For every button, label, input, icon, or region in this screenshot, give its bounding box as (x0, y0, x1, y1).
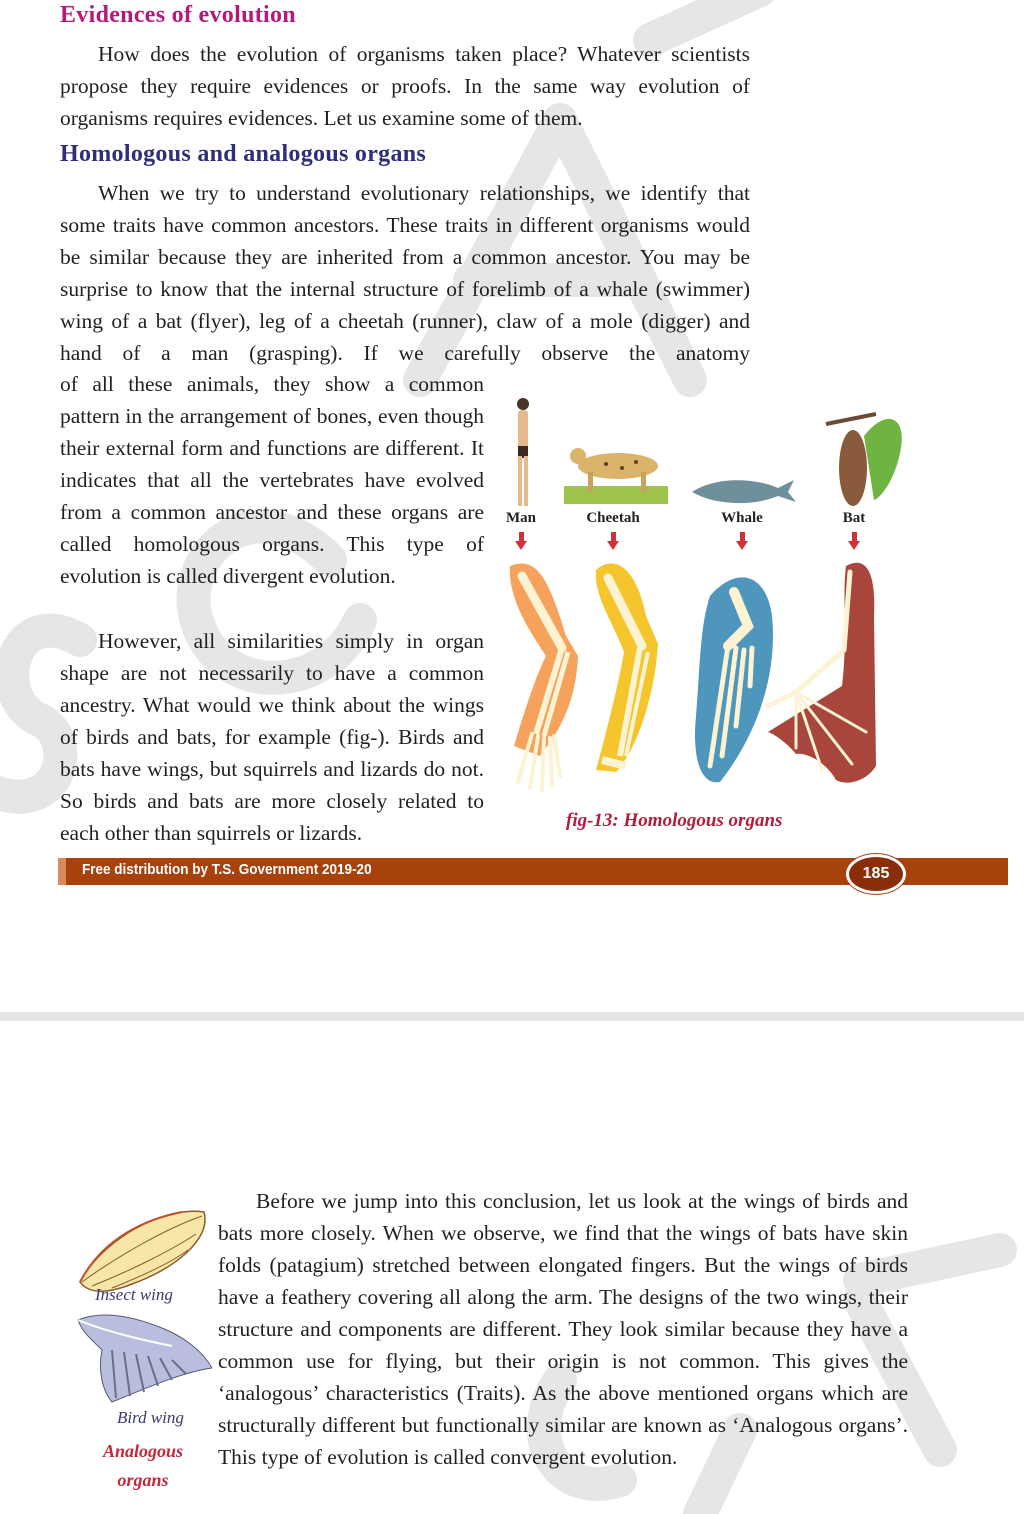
bat-wing-icon (768, 563, 876, 783)
intro-text: How does the evolution of organisms taken place? Whatever scientists propose they require evidences or proofs. In the same way evolution of organisms requires evidences. Let us examine some of them. (60, 42, 750, 130)
page-divider (0, 1012, 1024, 1021)
homologous-text-1: When we try to understand evolutionary relationships, we identify that some traits have common ancestors. These traits in different organisms would be similar because they are inherited from a common ancestor. You may be surprise to know that the internal structure of forelimb of a whale (swimmer) wing of a bat (flyer), leg of a cheetah (runner), claw of a mole (digger) and hand of a man (grasping). If we carefully observe the anatomy (60, 181, 750, 365)
bird-wing-label: Bird wing (117, 1408, 184, 1427)
homologous-organs-figure (496, 388, 916, 808)
footer-bar-edge (58, 858, 66, 885)
analogous-paragraph (218, 1185, 908, 1473)
however-text: However, all similarities simply in organ shape are not necessarily to have a common ancestry. What would we think about the wings of birds and bats, for example (fig-). Birds and bats have wings, but squirrels and lizards do not. So birds and bats are more closely related to each other than squirrels or lizards. (60, 629, 484, 845)
insect-wing-icon (80, 1211, 205, 1291)
page-number-badge: 185 (846, 854, 906, 894)
footer-text: Free distribution by T.S. Government 2019-20 (82, 861, 372, 878)
homologous-paragraph-1 (60, 177, 750, 369)
however-paragraph (60, 625, 484, 849)
intro-paragraph (60, 38, 750, 134)
subsection-title: Homologous and analogous organs (60, 141, 427, 167)
bird-wing-icon (78, 1315, 212, 1402)
homologous-paragraph-2 (60, 368, 484, 592)
analogous-organs-caption-line1: Analogous (102, 1441, 184, 1461)
homologous-text-2: of all these animals, they show a common pattern in the arrangement of bones, even though their external form and functions are different. It indicates that all the vertebrates have evolved from a common ancestor and these organs are called homologous organs. This type of evolution is called divergent evolution. (60, 372, 484, 588)
analogous-text: Before we jump into this conclusion, let us look at the wings of birds and bats more closely. When we observe, we find that the wings of bats have skin folds (patagium) stretched between elongated fingers. But the wings of birds have a feathery covering all along the arm. The designs of the two wings, their structure and components are different. They look similar because they have a common use for flying, but their origin is not common. This gives the ‘analogous’ characteristics (Traits). As the above mentioned organs which are structurally different but functionally similar are known as ‘Analogous organs’. This type of evolution is called convergent evolution. (218, 1189, 908, 1469)
insect-wing-label: Insect wing (95, 1285, 173, 1304)
label-whale: Whale (721, 510, 763, 526)
cheetah-leg-icon (596, 563, 658, 772)
man-icon (517, 398, 529, 506)
human-arm-icon (510, 564, 578, 790)
analogous-organs-caption-line2: organs (117, 1470, 169, 1490)
forelimb-bones-illustration (496, 556, 916, 806)
bat-icon (826, 414, 902, 506)
section-title: Evidences of evolution (60, 2, 296, 28)
whale-flipper-icon (695, 577, 773, 782)
figure-13-caption: fig-13: Homologous organs (566, 810, 783, 831)
cheetah-icon (564, 448, 668, 504)
label-man: Man (506, 510, 536, 526)
label-bat: Bat (842, 510, 866, 526)
whale-icon (692, 480, 796, 503)
label-cheetah: Cheetah (586, 510, 640, 526)
